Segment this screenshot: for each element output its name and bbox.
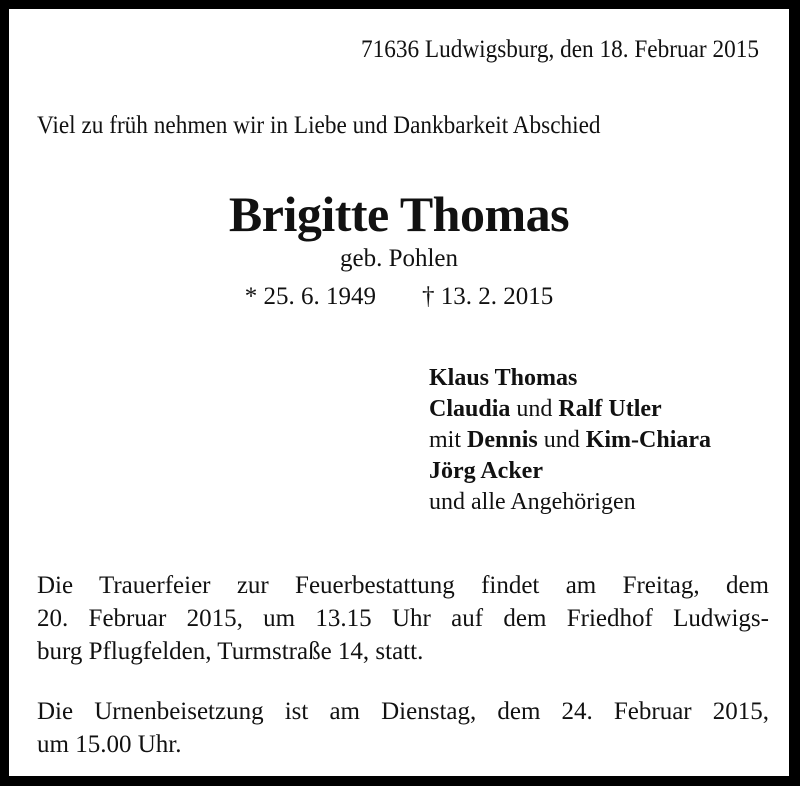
mourner-name: Ralf Utler	[558, 396, 662, 422]
mourner-name: Jörg Acker	[429, 458, 543, 484]
deceased-name: Brigitte Thomas	[228, 186, 570, 242]
life-dates	[9, 283, 789, 311]
mourner-name: Dennis	[467, 427, 538, 453]
obituary-notice	[9, 9, 789, 776]
ceremony-paragraph	[37, 569, 769, 668]
paragraph-line: Die Trauerfeier zur Feuerbestattung findet am Freitag, dem	[37, 572, 769, 599]
mourners-list	[429, 363, 711, 518]
death-date: † 13. 2. 2015	[422, 283, 554, 310]
birth-date: * 25. 6. 1949	[244, 283, 376, 310]
paragraph-line: burg Pflugfelden, Turmstraße 14, statt.	[37, 638, 424, 665]
conjunction: und	[537, 427, 586, 453]
mourner-line	[429, 456, 711, 487]
mourner-name: Kim-Chiara	[585, 427, 712, 453]
farewell-line: Viel zu früh nehmen wir in Liebe und Dankbarkeit Abschied	[37, 112, 601, 139]
maiden-name: geb. Pohlen	[339, 245, 459, 272]
prefix: mit	[429, 427, 468, 453]
mourner-line	[429, 487, 711, 518]
mourner-name: Claudia	[429, 396, 511, 422]
mourner-line	[429, 425, 711, 456]
paragraph-line: Die Urnenbeisetzung ist am Dienstag, dem 24. Februar 2015,	[37, 698, 769, 725]
mourner-name: Klaus Thomas	[429, 365, 578, 391]
place-and-date: 71636 Ludwigsburg, den 18. Februar 2015	[360, 36, 759, 63]
relatives-text: und alle Angehörigen	[429, 489, 636, 515]
paragraph-line: 20. Februar 2015, um 13.15 Uhr auf dem Friedhof Ludwigs-	[37, 605, 769, 632]
mourner-line	[429, 394, 711, 425]
mourner-line	[429, 363, 711, 394]
urn-burial-paragraph	[37, 695, 769, 761]
conjunction: und	[510, 396, 559, 422]
paragraph-line: um 15.00 Uhr.	[37, 731, 182, 758]
